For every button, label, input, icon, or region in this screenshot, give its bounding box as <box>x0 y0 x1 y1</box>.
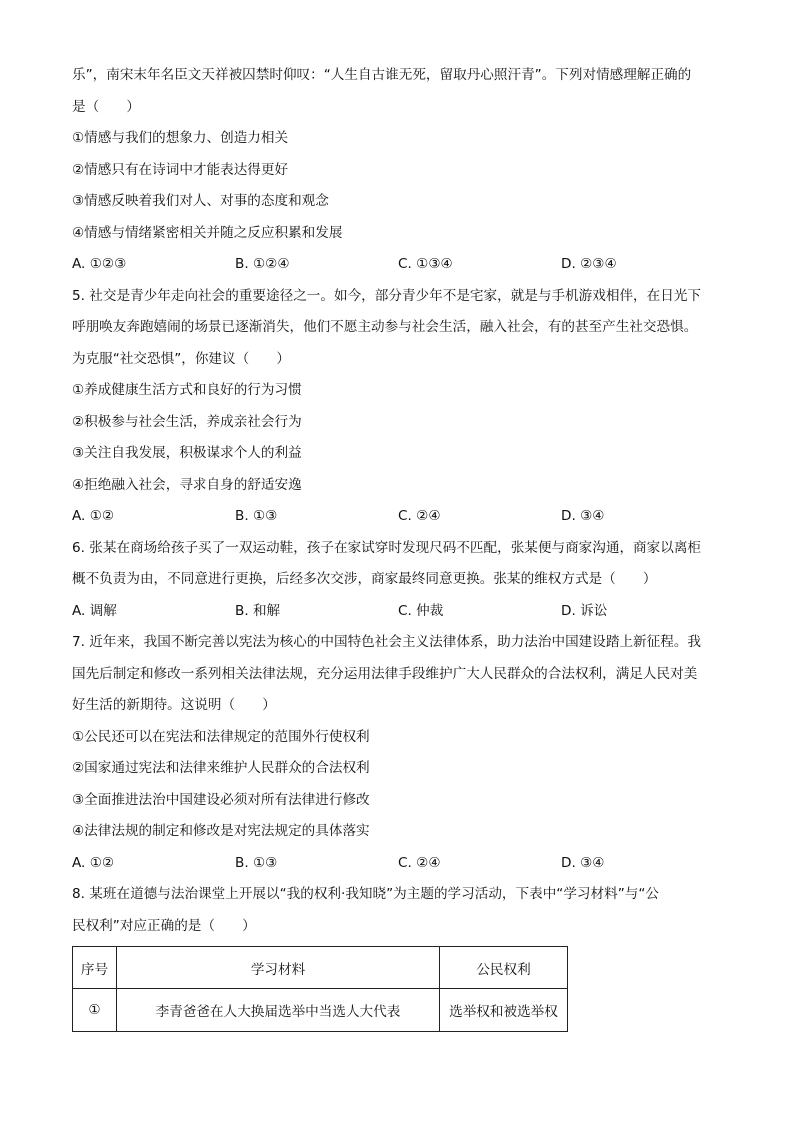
option-d: D. ③④ <box>561 854 605 871</box>
header-index: 序号 <box>73 947 117 989</box>
header-right: 公民权利 <box>440 947 568 989</box>
question-6 <box>72 533 724 628</box>
statement-item: ④法律法规的制定和修改是对宪法规定的具体落实 <box>72 823 370 839</box>
question-stem-line: 国先后制定和修改一系列相关法律法规，充分运用法律手段维护广大人民群众的合法权利，满足人民对美 <box>72 665 698 682</box>
question-8 <box>72 879 724 1032</box>
question-stem-line: 5. 社交是青少年走向社会的重要途径之一。如今，部分青少年不是宅家，就是与手机游戏相伴，在日光下 <box>72 287 702 304</box>
option-c: C. ②④ <box>398 854 441 871</box>
table-row <box>73 989 568 1032</box>
statement-item: ②情感只有在诗词中才能表达得更好 <box>72 161 289 178</box>
question-stem-line: 呼朋唤友奔跑嬉闹的场景已逐渐消失，他们不愿主动参与社会生活，融入社会，有的甚至产生社交恐惧。 <box>72 319 698 335</box>
statement-item: ③情感反映着我们对人、对事的态度和观念 <box>72 193 329 209</box>
answer-options <box>72 596 724 628</box>
statement-item: ①养成健康生活方式和良好的行为习惯 <box>72 382 302 398</box>
cell-right: 选举权和被选举权 <box>440 989 568 1032</box>
option-c: C. ①③④ <box>398 256 453 272</box>
question-stem-line: 为克服“社交恐惧”，你建议（ ） <box>72 350 290 367</box>
question-4 <box>72 60 724 281</box>
option-b: B. ①③ <box>235 854 278 871</box>
question-5 <box>72 281 724 533</box>
question-stem-line: 乐”，南宋末年名臣文天祥被囚禁时仰叹：“人生自古谁无死，留取丹心照汗青”。下列对情感理解正确的 <box>72 67 692 83</box>
option-d: D. ②③④ <box>561 256 617 272</box>
statement-item: ①情感与我们的想象力、创造力相关 <box>72 130 289 146</box>
rights-table <box>72 946 568 1032</box>
option-a: A. ①②③ <box>72 256 127 272</box>
question-stem-line: 好生活的新期待。这说明（ ） <box>72 697 276 713</box>
statement-item: ③关注自我发展，积极谋求个人的利益 <box>72 445 302 461</box>
option-a: A. ①② <box>72 508 115 524</box>
question-stem-line: 民权利”对应正确的是（ ） <box>72 917 256 934</box>
option-b: B. ①③ <box>235 508 278 524</box>
option-a: A. 调解 <box>72 602 117 619</box>
statement-item: ④拒绝融入社会，寻求自身的舒适安逸 <box>72 476 302 493</box>
statement-item: ③全面推进法治中国建设必须对所有法律进行修改 <box>72 791 370 808</box>
option-b: B. ①②④ <box>235 256 290 272</box>
statement-item: ②积极参与社会生活，养成亲社会行为 <box>72 413 302 430</box>
question-stem-line: 8. 某班在道德与法治课堂上开展以“我的权利·我知晓”为主题的学习活动，下表中“学习材料”与“公 <box>72 886 659 902</box>
table-header-row <box>73 947 568 989</box>
answer-options <box>72 501 724 533</box>
answer-options <box>72 848 724 880</box>
question-stem-line: 6. 张某在商场给孩子买了一双运动鞋，孩子在家试穿时发现尺码不匹配，张某便与商家沟通，商家以离柜 <box>72 539 702 556</box>
option-d: D. 诉讼 <box>561 602 608 619</box>
exam-page <box>72 60 724 1032</box>
cell-material: 李青爸爸在人大换届选举中当选人大代表 <box>117 989 440 1032</box>
question-stem-line: 概不负责为由，不同意进行更换，后经多次交涉，商家最终同意更换。张某的维权方式是（ ） <box>72 571 657 587</box>
statement-item: ④情感与情绪紧密相关并随之反应积累和发展 <box>72 224 343 241</box>
option-c: C. ②④ <box>398 508 441 524</box>
question-stem-line: 7. 近年来，我国不断完善以宪法为核心的中国特色社会主义法律体系，助力法治中国建设踏上新征程。我 <box>72 634 702 650</box>
option-d: D. ③④ <box>561 508 605 524</box>
statement-item: ②国家通过宪法和法律来维护人民群众的合法权利 <box>72 760 370 776</box>
cell-index: ① <box>73 989 117 1032</box>
option-a: A. ①② <box>72 854 115 871</box>
header-material: 学习材料 <box>117 947 440 989</box>
question-stem-line: 是（ ） <box>72 98 140 115</box>
answer-options <box>72 249 724 281</box>
option-c: C. 仲裁 <box>398 602 444 619</box>
option-b: B. 和解 <box>235 602 281 619</box>
statement-item: ①公民还可以在宪法和法律规定的范围外行使权利 <box>72 728 370 745</box>
question-7 <box>72 627 724 879</box>
